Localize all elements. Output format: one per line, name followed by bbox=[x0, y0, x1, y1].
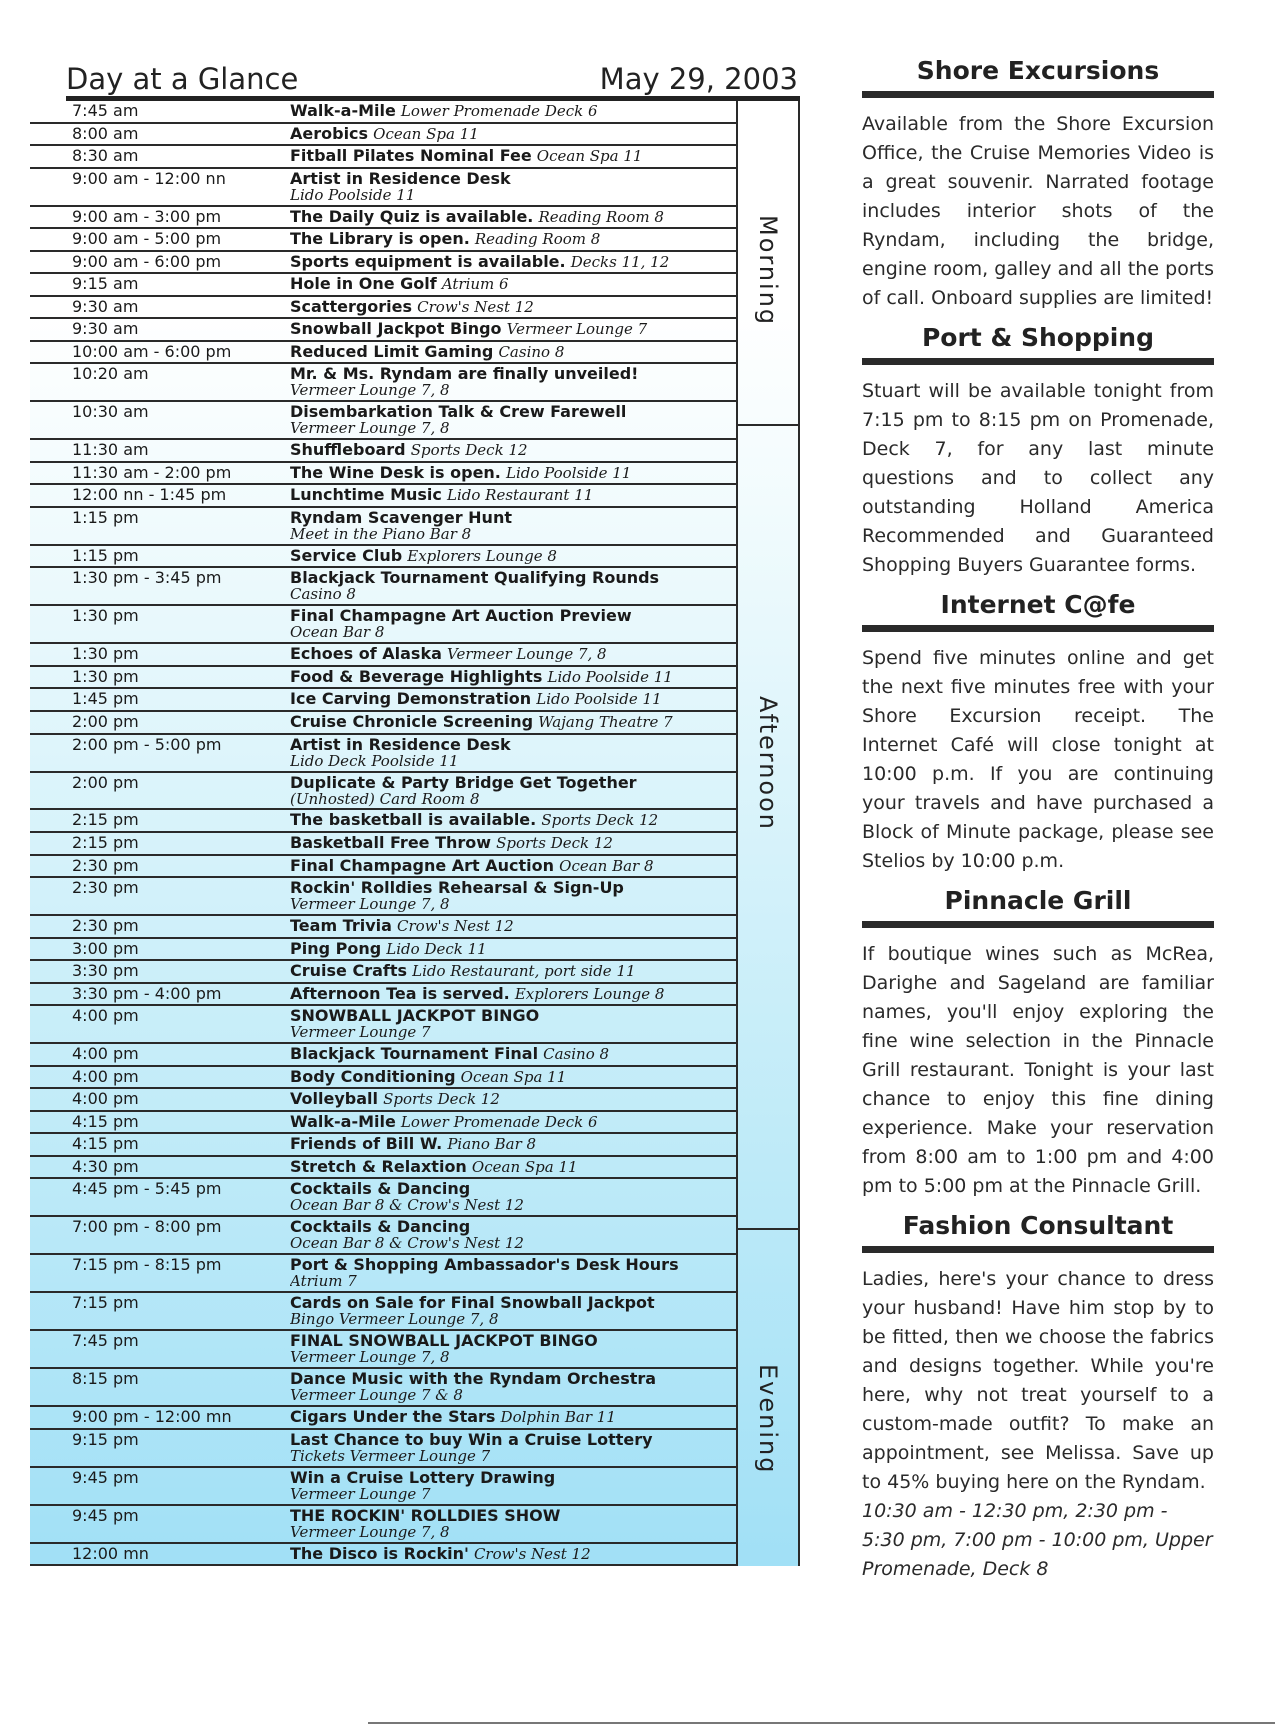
event-location: Vermeer Lounge 7, 8 bbox=[290, 419, 450, 438]
event-location: Lower Promenade Deck 6 bbox=[400, 1112, 598, 1131]
section-title: Pinnacle Grill bbox=[862, 886, 1214, 928]
schedule-event bbox=[290, 297, 736, 318]
schedule-row bbox=[30, 1407, 736, 1430]
schedule-time: 2:30 pm bbox=[72, 916, 139, 936]
event-title: Cocktails & Dancing bbox=[290, 1217, 471, 1237]
schedule-row bbox=[30, 1044, 736, 1067]
event-title: Basketball Free Throw bbox=[290, 833, 492, 853]
schedule-rows bbox=[30, 101, 736, 1566]
schedule-time: 11:30 am - 2:00 pm bbox=[72, 462, 232, 482]
schedule-row bbox=[30, 319, 736, 342]
event-title: Cocktails & Dancing bbox=[290, 1179, 471, 1199]
event-title: Stretch & Relaxtion bbox=[290, 1156, 467, 1176]
schedule-event bbox=[290, 568, 736, 604]
schedule-event bbox=[290, 402, 736, 438]
event-title: Shuffleboard bbox=[290, 440, 406, 460]
schedule-event bbox=[290, 689, 736, 710]
schedule-row bbox=[30, 274, 736, 297]
event-location: Atrium 6 bbox=[441, 275, 509, 294]
schedule-row bbox=[30, 689, 736, 712]
schedule-event bbox=[290, 1089, 736, 1110]
schedule-event bbox=[290, 440, 736, 461]
event-location: Casino 8 bbox=[543, 1045, 610, 1064]
schedule-event bbox=[290, 274, 736, 295]
schedule-time: 9:00 am - 12:00 nn bbox=[72, 168, 226, 188]
schedule-time: 1:30 pm bbox=[72, 666, 139, 686]
event-location: Bingo Vermeer Lounge 7, 8 bbox=[290, 1310, 499, 1329]
schedule-time: 2:30 pm bbox=[72, 878, 139, 898]
event-title: Hole in One Golf bbox=[290, 274, 437, 294]
event-location: Lido Restaurant 11 bbox=[446, 486, 594, 505]
schedule-time: 4:30 pm bbox=[72, 1156, 139, 1176]
event-title: Final Champagne Art Auction Preview bbox=[290, 606, 632, 626]
schedule-event bbox=[290, 463, 736, 484]
schedule-event bbox=[290, 1006, 736, 1042]
schedule-time: 4:00 pm bbox=[72, 1089, 139, 1109]
schedule-event bbox=[290, 124, 736, 145]
event-location: Ocean Bar 8 bbox=[290, 623, 385, 642]
event-title: Ping Pong bbox=[290, 938, 382, 958]
schedule-row bbox=[30, 1089, 736, 1112]
schedule-row bbox=[30, 1134, 736, 1157]
schedule-event bbox=[290, 667, 736, 688]
schedule-event bbox=[290, 1112, 736, 1133]
sidebar-column bbox=[862, 56, 1214, 1584]
period-morning bbox=[738, 101, 798, 426]
event-title: Artist in Residence Desk bbox=[290, 734, 511, 754]
schedule-time: 11:30 am bbox=[72, 440, 149, 460]
schedule-row bbox=[30, 402, 736, 440]
event-title: Body Conditioning bbox=[290, 1066, 456, 1086]
event-title: Service Club bbox=[290, 545, 403, 565]
schedule-time: 4:15 pm bbox=[72, 1134, 139, 1154]
event-location: Atrium 7 bbox=[290, 1272, 357, 1291]
schedule-event bbox=[290, 606, 736, 642]
schedule-event bbox=[290, 1468, 736, 1504]
schedule-event bbox=[290, 1544, 736, 1565]
event-location: Sports Deck 12 bbox=[541, 811, 659, 830]
schedule-event bbox=[290, 1157, 736, 1178]
event-location: Vermeer Lounge 7, 8 bbox=[446, 645, 607, 664]
event-title: Echoes of Alaska bbox=[290, 644, 442, 664]
event-location: Lido Deck Poolside 11 bbox=[290, 751, 459, 770]
event-title: Afternoon Tea is served. bbox=[290, 983, 510, 1003]
schedule-time: 1:30 pm bbox=[72, 644, 139, 664]
schedule-time: 10:00 am - 6:00 pm bbox=[72, 341, 232, 361]
event-location: Lido Poolside 11 bbox=[536, 690, 662, 709]
event-location: Wajang Theatre 7 bbox=[538, 713, 673, 732]
schedule-time: 4:00 pm bbox=[72, 1066, 139, 1086]
event-location: Lido Restaurant, port side 11 bbox=[412, 962, 636, 981]
schedule-event bbox=[290, 773, 736, 809]
schedule-time: 10:20 am bbox=[72, 364, 149, 384]
schedule-row bbox=[30, 984, 736, 1007]
event-title: Duplicate & Party Bridge Get Together bbox=[290, 772, 637, 792]
schedule-time: 4:00 pm bbox=[72, 1044, 139, 1064]
schedule-row bbox=[30, 207, 736, 230]
schedule-event bbox=[290, 644, 736, 665]
event-location: Lido Deck 11 bbox=[386, 939, 487, 958]
schedule-row bbox=[30, 1179, 736, 1217]
event-location: Crow's Nest 12 bbox=[473, 1544, 591, 1563]
schedule-time: 9:45 pm bbox=[72, 1505, 139, 1525]
schedule-time: 1:45 pm bbox=[72, 689, 139, 709]
schedule-row bbox=[30, 1468, 736, 1506]
schedule-row bbox=[30, 252, 736, 275]
schedule-event bbox=[290, 1255, 736, 1291]
event-location: Ocean Spa 11 bbox=[536, 147, 643, 166]
event-location: Dolphin Bar 11 bbox=[500, 1408, 616, 1427]
event-title: The Library is open. bbox=[290, 229, 470, 249]
event-title: Walk-a-Mile bbox=[290, 101, 396, 120]
section-internet-cafe bbox=[862, 590, 1214, 876]
schedule-time: 2:00 pm - 5:00 pm bbox=[72, 734, 222, 754]
schedule-event bbox=[290, 916, 736, 937]
schedule-event bbox=[290, 878, 736, 914]
event-location: Ocean Spa 11 bbox=[373, 124, 479, 143]
schedule-row bbox=[30, 644, 736, 667]
schedule-event bbox=[290, 939, 736, 960]
event-location: Lido Poolside 11 bbox=[505, 463, 632, 482]
schedule-row bbox=[30, 878, 736, 916]
event-title: Fitball Pilates Nominal Fee bbox=[290, 146, 532, 166]
schedule-event bbox=[290, 1407, 736, 1428]
event-location: Vermeer Lounge 7 & 8 bbox=[290, 1386, 463, 1405]
event-title: Artist in Residence Desk bbox=[290, 168, 511, 188]
event-location: Sports Deck 12 bbox=[410, 441, 528, 460]
schedule-row bbox=[30, 856, 736, 879]
event-location: Vermeer Lounge 7, 8 bbox=[290, 1522, 450, 1541]
event-location: Vermeer Lounge 7, 8 bbox=[290, 895, 450, 914]
section-body: Ladies, here's your chance to dress your husband! Have him stop by to be fitted, then we choose the fabrics and designs together. While you're here, why not treat yourself to a custom-made outfit? To make an appointment, see Melissa. Save up to 45% buying here on the Ryndam. bbox=[862, 1268, 1214, 1493]
schedule-event bbox=[290, 984, 736, 1005]
schedule-time: 10:30 am bbox=[72, 402, 149, 422]
schedule-time: 7:15 pm bbox=[72, 1293, 139, 1313]
schedule-time: 9:15 am bbox=[72, 274, 139, 294]
schedule-row bbox=[30, 1544, 736, 1567]
schedule-time: 9:00 am - 6:00 pm bbox=[72, 251, 222, 271]
event-title: Mr. & Ms. Ryndam are finally unveiled! bbox=[290, 364, 639, 384]
schedule-row bbox=[30, 916, 736, 939]
event-title: Cruise Chronicle Screening bbox=[290, 712, 534, 732]
schedule-time: 12:00 mn bbox=[72, 1543, 149, 1563]
page-title: Day at a Glance bbox=[66, 62, 299, 96]
schedule-time: 9:15 pm bbox=[72, 1429, 139, 1449]
schedule-row bbox=[30, 1067, 736, 1090]
schedule-time: 2:15 pm bbox=[72, 810, 139, 830]
schedule-row bbox=[30, 364, 736, 402]
event-title: The Daily Quiz is available. bbox=[290, 206, 534, 226]
event-location: Meet in the Piano Bar 8 bbox=[290, 524, 472, 543]
schedule-time: 9:45 pm bbox=[72, 1467, 139, 1487]
schedule-event bbox=[290, 1293, 736, 1329]
event-title: Aerobics bbox=[290, 123, 369, 143]
event-title: FINAL SNOWBALL JACKPOT BINGO bbox=[290, 1331, 598, 1351]
schedule-row bbox=[30, 508, 736, 546]
schedule-row bbox=[30, 606, 736, 644]
schedule-time: 9:00 pm - 12:00 mn bbox=[72, 1407, 232, 1427]
event-location: Lower Promenade Deck 6 bbox=[400, 102, 598, 120]
event-title: The Wine Desk is open. bbox=[290, 462, 501, 482]
schedule-row bbox=[30, 667, 736, 690]
event-location: Sports Deck 12 bbox=[383, 1090, 500, 1109]
event-title: Friends of Bill W. bbox=[290, 1134, 443, 1154]
schedule-row bbox=[30, 1331, 736, 1369]
schedule-time: 9:00 am - 3:00 pm bbox=[72, 206, 222, 226]
schedule-event bbox=[290, 101, 736, 122]
schedule-time: 7:00 pm - 8:00 pm bbox=[72, 1217, 222, 1237]
event-location: Sports Deck 12 bbox=[496, 834, 613, 853]
schedule-time: 8:30 am bbox=[72, 146, 139, 166]
event-location: Tickets Vermeer Lounge 7 bbox=[290, 1446, 491, 1465]
schedule-time: 9:30 am bbox=[72, 319, 139, 339]
event-title: The Disco is Rockin' bbox=[290, 1543, 469, 1563]
schedule-time: 7:45 pm bbox=[72, 1331, 139, 1351]
schedule-event bbox=[290, 961, 736, 982]
event-location: Lido Poolside 11 bbox=[547, 667, 673, 686]
schedule-event bbox=[290, 364, 736, 400]
event-location: Vermeer Lounge 7 bbox=[506, 320, 648, 339]
schedule-table bbox=[30, 101, 800, 1566]
schedule-time: 2:00 pm bbox=[72, 712, 139, 732]
section-title: Port & Shopping bbox=[862, 323, 1214, 365]
section-hours: 10:30 am - 12:30 pm, 2:30 pm - 5:30 pm, 7:00 pm - 10:00 pm, Upper Promenade, Deck 8 bbox=[862, 1500, 1213, 1580]
event-location: Ocean Bar 8 bbox=[559, 856, 654, 875]
event-title: Lunchtime Music bbox=[290, 485, 442, 505]
schedule-time: 4:45 pm - 5:45 pm bbox=[72, 1179, 222, 1199]
period-morning-label: Morning bbox=[754, 215, 782, 327]
event-title: Dance Music with the Ryndam Orchestra bbox=[290, 1369, 657, 1389]
event-location: Reading Room 8 bbox=[474, 230, 601, 249]
schedule-row bbox=[30, 939, 736, 962]
schedule-event bbox=[290, 856, 736, 877]
event-location: Vermeer Lounge 7 bbox=[290, 1023, 431, 1042]
event-title: Snowball Jackpot Bingo bbox=[290, 319, 502, 339]
schedule-time: 4:15 pm bbox=[72, 1111, 139, 1131]
event-title: Scattergories bbox=[290, 296, 413, 316]
schedule-row bbox=[30, 773, 736, 811]
event-title: Ryndam Scavenger Hunt bbox=[290, 507, 512, 527]
event-location: Explorers Lounge 8 bbox=[407, 546, 557, 565]
page-header bbox=[66, 62, 798, 98]
schedule-row bbox=[30, 101, 736, 124]
schedule-time: 9:00 am - 5:00 pm bbox=[72, 229, 222, 249]
section-fashion-consultant bbox=[862, 1211, 1214, 1584]
schedule-row bbox=[30, 1369, 736, 1407]
schedule-time: 1:15 pm bbox=[72, 507, 139, 527]
event-location: Ocean Spa 11 bbox=[460, 1067, 567, 1086]
event-location: Ocean Spa 11 bbox=[471, 1157, 578, 1176]
event-title: Cards on Sale for Final Snowball Jackpot bbox=[290, 1293, 655, 1313]
section-body: Spend five minutes online and get the next five minutes free with your Shore Excursion receipt. The Internet Café will close tonight at 10:00 p.m. If you are continuing your travels and have purchased a Block of Minute package, please see Stelios by 10:00 p.m. bbox=[862, 647, 1214, 872]
schedule-row bbox=[30, 1255, 736, 1293]
schedule-time: 7:15 pm - 8:15 pm bbox=[72, 1255, 222, 1275]
section-body: Stuart will be available tonight from 7:15 pm to 8:15 pm on Promenade, Deck 7, for any last minute questions and to collect any outstanding Holland America Recommended and Guaranteed Shopping Buyers Guarantee forms. bbox=[862, 380, 1214, 576]
event-title: Walk-a-Mile bbox=[290, 1111, 396, 1131]
event-title: Blackjack Tournament Qualifying Rounds bbox=[290, 568, 660, 588]
event-location: Vermeer Lounge 7, 8 bbox=[290, 381, 450, 400]
schedule-event bbox=[290, 1430, 736, 1466]
schedule-row bbox=[30, 124, 736, 147]
event-location: Crow's Nest 12 bbox=[397, 917, 514, 936]
schedule-row bbox=[30, 1112, 736, 1135]
event-location: Crow's Nest 12 bbox=[417, 297, 534, 316]
schedule-event bbox=[290, 1044, 736, 1065]
event-title: Last Chance to buy Win a Cruise Lottery bbox=[290, 1429, 653, 1449]
schedule-time: 1:30 pm bbox=[72, 606, 139, 626]
schedule-event bbox=[290, 169, 736, 205]
schedule-time: 2:00 pm bbox=[72, 772, 139, 792]
schedule-event bbox=[290, 342, 736, 363]
event-title: Volleyball bbox=[290, 1089, 378, 1109]
schedule-time: 2:30 pm bbox=[72, 855, 139, 875]
footer-rule bbox=[368, 1722, 1275, 1724]
schedule-row bbox=[30, 961, 736, 984]
event-title: Cruise Crafts bbox=[290, 961, 408, 981]
schedule-time: 7:45 am bbox=[72, 101, 139, 120]
schedule-event bbox=[290, 485, 736, 506]
period-afternoon bbox=[738, 426, 798, 1230]
event-title: Food & Beverage Highlights bbox=[290, 666, 543, 686]
schedule-time: 9:30 am bbox=[72, 296, 139, 316]
event-title: The basketball is available. bbox=[290, 810, 537, 830]
schedule-row bbox=[30, 1293, 736, 1331]
schedule-row bbox=[30, 229, 736, 252]
event-location: Decks 11, 12 bbox=[570, 252, 670, 271]
schedule-row bbox=[30, 146, 736, 169]
section-body: If boutique wines such as McRea, Darighe and Sageland are familiar names, you'll enjoy exploring the fine wine selection in the Pinnacle Grill restaurant. Tonight is your last chance to enjoy this fine dining experience. Make your reservation from 8:00 am to 1:00 pm and 4:00 pm to 5:00 pm at the Pinnacle Grill. bbox=[862, 943, 1214, 1197]
schedule-event bbox=[290, 1369, 736, 1405]
schedule-row bbox=[30, 169, 736, 207]
schedule-time: 3:30 pm - 4:00 pm bbox=[72, 983, 222, 1003]
schedule-row bbox=[30, 833, 736, 856]
event-title: Final Champagne Art Auction bbox=[290, 855, 555, 875]
event-title: Reduced Limit Gaming bbox=[290, 341, 494, 361]
event-location: Vermeer Lounge 7 bbox=[290, 1484, 431, 1503]
event-location: Casino 8 bbox=[290, 585, 356, 604]
event-location: Ocean Bar 8 & Crow's Nest 12 bbox=[290, 1196, 524, 1215]
section-body: Available from the Shore Excursion Office, the Cruise Memories Video is a great souvenir. Narrated footage includes interior shots of the Ryndam, including the bridge, engine room, galley and all the ports of call. Onboard supplies are limited! bbox=[862, 113, 1214, 309]
schedule-time: 12:00 nn - 1:45 pm bbox=[72, 485, 227, 505]
schedule-row bbox=[30, 1430, 736, 1468]
schedule-row bbox=[30, 1217, 736, 1255]
period-evening-label: Evening bbox=[754, 1363, 782, 1475]
event-title: Blackjack Tournament Final bbox=[290, 1044, 539, 1064]
event-title: Sports equipment is available. bbox=[290, 251, 566, 271]
section-shore-excursions bbox=[862, 56, 1214, 313]
event-location: Lido Poolside 11 bbox=[290, 185, 416, 204]
event-location: Casino 8 bbox=[498, 342, 565, 361]
schedule-event bbox=[290, 1331, 736, 1367]
event-title: Disembarkation Talk & Crew Farewell bbox=[290, 402, 627, 422]
event-title: Team Trivia bbox=[290, 916, 392, 936]
schedule-row bbox=[30, 440, 736, 463]
section-pinnacle-grill bbox=[862, 886, 1214, 1201]
event-title: Cigars Under the Stars bbox=[290, 1407, 496, 1427]
schedule-event bbox=[290, 1134, 736, 1155]
schedule-event bbox=[290, 1067, 736, 1088]
schedule-event bbox=[290, 319, 736, 340]
event-title: Rockin' Rolldies Rehearsal & Sign-Up bbox=[290, 878, 624, 898]
event-location: Explorers Lounge 8 bbox=[514, 984, 665, 1003]
period-afternoon-label: Afternoon bbox=[754, 695, 782, 831]
section-title: Fashion Consultant bbox=[862, 1211, 1214, 1253]
schedule-event bbox=[290, 207, 736, 228]
schedule-event bbox=[290, 735, 736, 771]
schedule-time: 2:15 pm bbox=[72, 833, 139, 853]
schedule-time: 3:00 pm bbox=[72, 938, 139, 958]
schedule-row bbox=[30, 1506, 736, 1544]
schedule-event bbox=[290, 833, 736, 854]
event-title: Ice Carving Demonstration bbox=[290, 689, 532, 709]
section-title: Internet C@fe bbox=[862, 590, 1214, 632]
schedule-row bbox=[30, 810, 736, 833]
schedule-row bbox=[30, 735, 736, 773]
schedule-time: 1:15 pm bbox=[72, 545, 139, 565]
schedule-time: 8:15 pm bbox=[72, 1369, 139, 1389]
schedule-event bbox=[290, 252, 736, 273]
schedule-time: 8:00 am bbox=[72, 123, 139, 143]
event-location: Ocean Bar 8 & Crow's Nest 12 bbox=[290, 1234, 524, 1253]
schedule-time: 4:00 pm bbox=[72, 1006, 139, 1026]
schedule-event bbox=[290, 712, 736, 733]
schedule-row bbox=[30, 712, 736, 735]
schedule-row bbox=[30, 297, 736, 320]
event-location: Vermeer Lounge 7, 8 bbox=[290, 1348, 450, 1367]
event-location: Reading Room 8 bbox=[538, 207, 664, 226]
schedule-event bbox=[290, 810, 736, 831]
schedule-row bbox=[30, 546, 736, 569]
schedule-row bbox=[30, 568, 736, 606]
event-title: Win a Cruise Lottery Drawing bbox=[290, 1467, 556, 1487]
period-evening bbox=[738, 1230, 798, 1566]
schedule-row bbox=[30, 1157, 736, 1180]
schedule-row bbox=[30, 1006, 736, 1044]
schedule-time: 1:30 pm - 3:45 pm bbox=[72, 568, 222, 588]
event-title: THE ROCKIN' ROLLDIES SHOW bbox=[290, 1505, 561, 1525]
schedule-row bbox=[30, 485, 736, 508]
event-location: Piano Bar 8 bbox=[447, 1135, 537, 1154]
section-title: Shore Excursions bbox=[862, 56, 1214, 98]
schedule-event bbox=[290, 1179, 736, 1215]
page-date: May 29, 2003 bbox=[599, 62, 798, 96]
section-port-shopping bbox=[862, 323, 1214, 580]
schedule-event bbox=[290, 546, 736, 567]
schedule-event bbox=[290, 1506, 736, 1542]
schedule-event bbox=[290, 229, 736, 250]
schedule-row bbox=[30, 463, 736, 486]
schedule-time: 3:30 pm bbox=[72, 961, 139, 981]
event-location: (Unhosted) Card Room 8 bbox=[290, 789, 480, 808]
period-column bbox=[736, 101, 800, 1566]
schedule-row bbox=[30, 342, 736, 365]
schedule-event bbox=[290, 508, 736, 544]
schedule-event bbox=[290, 146, 736, 167]
event-title: Port & Shopping Ambassador's Desk Hours bbox=[290, 1255, 679, 1275]
event-title: SNOWBALL JACKPOT BINGO bbox=[290, 1006, 540, 1026]
schedule-event bbox=[290, 1217, 736, 1253]
